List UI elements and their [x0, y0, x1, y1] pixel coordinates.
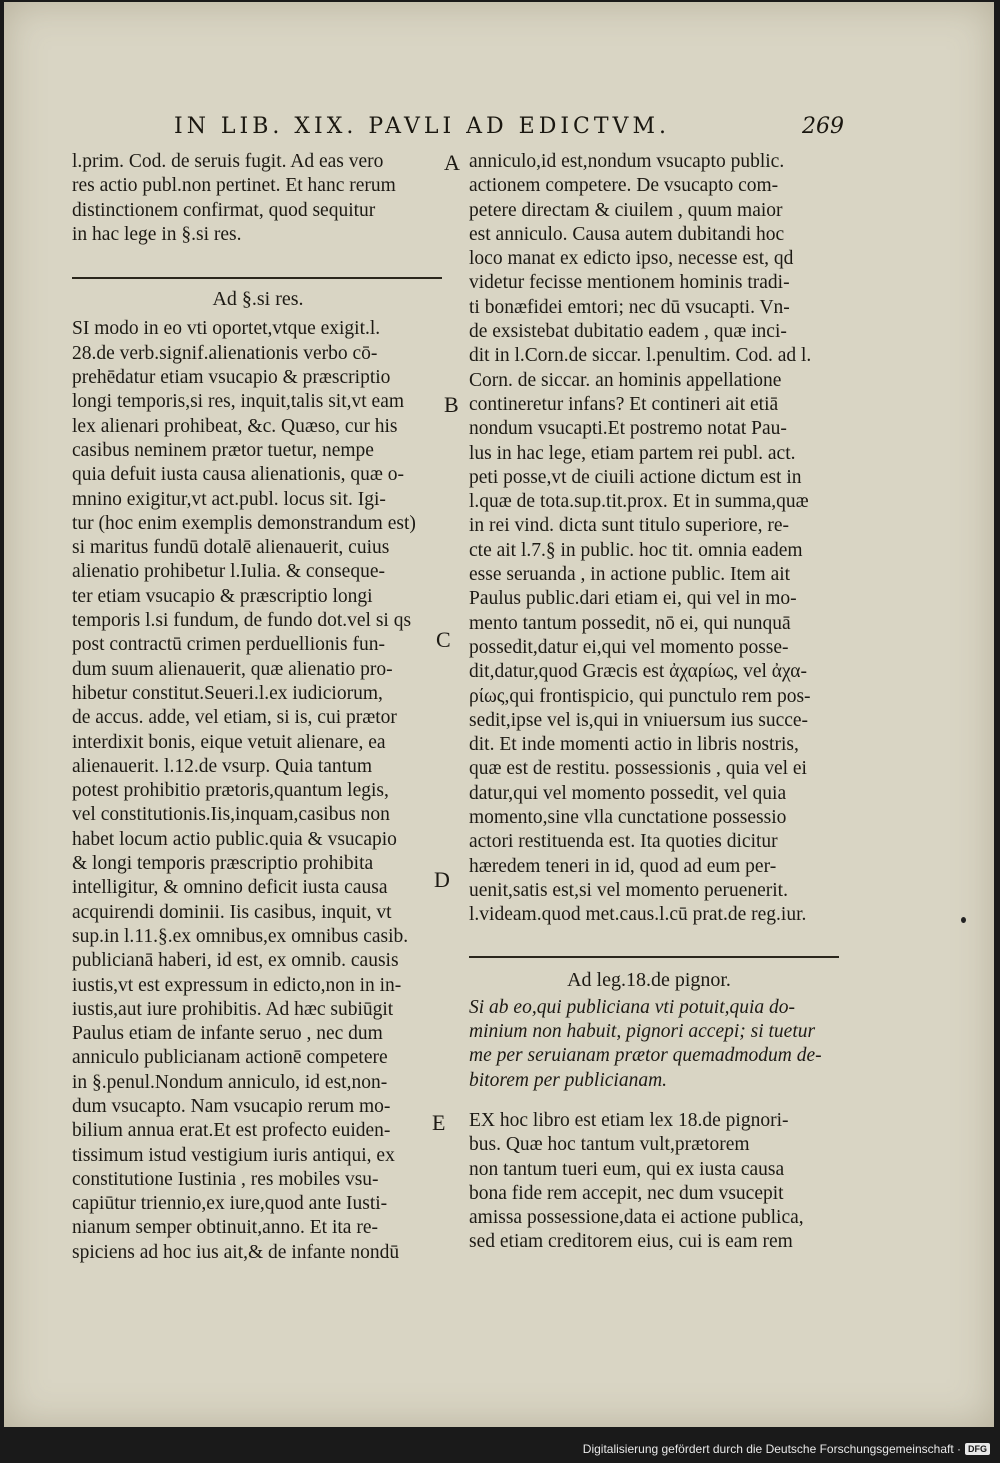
text-line: casibus neminem prætor tuetur, nempe [72, 439, 374, 461]
credit-text: Digitalisierung gefördert durch die Deutsche Forschungsgemeinschaft · [582, 1442, 961, 1456]
text-line: quia defuit iusta causa alienationis, quæ o- [72, 464, 404, 486]
text-line: post contractū crimen perduellionis fun- [72, 634, 385, 656]
text-line: in rei vind. dicta sunt titulo superiore, re- [469, 515, 790, 537]
text-line: minium non habuit, pignori accepi; si tuetur [469, 1021, 816, 1043]
text-line: anniculo publicianam actionē competere [72, 1047, 388, 1069]
margin-letter-a: A [444, 150, 460, 175]
text-line: l.prim. Cod. de seruis fugit. Ad eas vero [72, 151, 384, 172]
text-line: ter etiam vsucapio & præscriptio longi [72, 585, 373, 607]
text-line: iustis,aut iure prohibitis. Ad hæc subiūgit [72, 998, 394, 1020]
page-number: 269 [802, 114, 844, 139]
text-line: sed etiam creditorem eius, cui is eam rem [469, 1231, 793, 1253]
right-column [469, 150, 829, 1255]
text-line: SI modo in eo vti oportet,vtque exigit.l. [72, 318, 381, 340]
text-line: ρίως,qui frontispicio, qui punctulo rem pos- [469, 685, 811, 707]
running-title: IN LIB. XIX. PAVLI AD EDICTVM. [174, 114, 670, 139]
text-line: loco manat ex edicto ipso, necesse est, qd [469, 248, 794, 270]
text-line: datur,qui vel momento possedit, vel quia [469, 782, 787, 804]
left-body-lines [72, 317, 444, 1265]
text-line: nondum vsucapti.Et postremo notat Pau- [469, 418, 787, 440]
section-heading: Ad leg.18.de pignor. [567, 968, 731, 991]
text-line: mnino exigitur,vt act.publ. locus sit. Igi- [72, 488, 386, 510]
digitization-credit [583, 1442, 990, 1456]
text-line: 28.de verb.signif.alienationis verbo cō- [72, 342, 378, 364]
text-line: vel constitutionis.Iis,inquam,casibus non [72, 804, 390, 826]
text-line: Si ab eo,qui publiciana vti potuit,quia do- [469, 996, 796, 1018]
text-line: tur (hoc enim exemplis demonstrandum est) [72, 512, 416, 534]
margin-letter-e: E [432, 1110, 446, 1135]
text-line: cte ait l.7.§ in public. hoc tit. omnia eadem [469, 539, 803, 561]
text-line: intelligitur, & omnino deficit iusta causa [72, 877, 388, 899]
text-line: Paulus etiam de infante seruo , nec dum [72, 1023, 383, 1045]
text-line: publicianā haberi, id est, ex omnib. causis [72, 950, 399, 972]
text-line: sedit,ipse vel is,qui in vniuersum ius succe- [469, 709, 809, 731]
text-line: actionem competere. De vsucapto com- [469, 175, 779, 197]
text-line: me per seruianam prætor quemadmodum de- [469, 1045, 822, 1067]
margin-letter-b: B [444, 392, 459, 417]
text-line: temporis l.si fundum, de fundo dot.vel si qs [72, 610, 412, 632]
text-line: si maritus fundū dotalē alienauerit, cuius [72, 537, 390, 559]
text-line: bilium annua erat.Et est profecto euiden- [72, 1120, 391, 1142]
text-line: momento,sine vlla cunctatione possessio [469, 807, 787, 829]
text-line: non tantum tueri eum, qui ex iusta causa [469, 1158, 785, 1180]
text-line: prehēdatur etiam vsucapio & præscriptio [72, 367, 391, 389]
text-line: quæ est de restitu. possessionis , quia vel ei [469, 758, 807, 780]
text-line: videtur fecisse mentionem hominis tradi- [469, 272, 790, 294]
text-line: Corn. de siccar. an hominis appellatione [469, 369, 782, 391]
text-line: in §.penul.Nondum anniculo, id est,non- [72, 1071, 388, 1093]
text-line: uenit,satis est,si vel momento peruenerit. [469, 879, 788, 901]
book-page [4, 2, 994, 1427]
text-line: acquirendi dominii. Iis casibus, inquit, vt [72, 901, 392, 923]
text-line: mento tantum possedit, nō ei, qui nunquā [469, 612, 791, 634]
text-line: esse seruanda , in actione public. Item ait [469, 564, 791, 586]
text-line: est anniculo. Causa autem dubitandi hoc [469, 223, 785, 245]
text-line: de accus. adde, vel etiam, si is, cui prætor [72, 707, 397, 729]
text-line: de exsistebat dubitatio eadem , quæ inci- [469, 321, 787, 343]
left-top-lines [72, 150, 444, 247]
text-line: Paulus public.dari etiam ei, qui vel in mo- [469, 588, 797, 610]
text-line: sup.in l.11.§.ex omnibus,ex omnibus casib. [72, 925, 409, 947]
text-line: in hac lege in §.si res. [72, 223, 242, 245]
text-line: bona fide rem accepit, nec dum vsucepit [469, 1182, 784, 1204]
left-column [72, 150, 444, 1265]
text-line: l.videam.quod met.caus.l.cū prat.de reg.iur. [469, 904, 807, 926]
right-bottom-lines [469, 1109, 829, 1255]
text-line: potest prohibitio prætoris,quantum legis, [72, 780, 389, 802]
text-line: habet locum actio public.quia & vsucapio [72, 828, 397, 850]
text-line: spiciens ad hoc ius ait,& de infante nondū [72, 1241, 400, 1263]
text-line: dit,datur,quod Græcis est ἀχαρίως, vel ἀχα- [469, 661, 807, 683]
text-line: anniculo,id est,nondum vsucapto public. [469, 151, 785, 172]
text-line: hæredem teneri in id, quod ad eum per- [469, 855, 777, 877]
text-line: l.quæ de tota.sup.tit.prox. Et in summa,quæ [469, 491, 809, 513]
section-heading: Ad §.si res. [212, 288, 304, 311]
text-line: alienatio prohibetur l.Iulia. & conseque- [72, 561, 385, 583]
text-line: constitutione Iustinia , res mobiles vsu- [72, 1168, 379, 1190]
text-line: iustis,vt est expressum in edicto,non in in- [72, 974, 402, 996]
text-line: dit in l.Corn.de siccar. l.penultim. Cod. ad l. [469, 345, 812, 367]
text-line: EX hoc libro est etiam lex 18.de pignori- [469, 1109, 789, 1131]
text-line: nianum semper obtinuit,anno. Et ita re- [72, 1217, 378, 1239]
lemma-lines [469, 996, 829, 1093]
text-line: dum suum alienauerit, quæ alienatio pro- [72, 658, 393, 680]
text-line: & longi temporis præscriptio prohibita [72, 853, 374, 875]
text-line: longi temporis,si res, inquit,talis sit,vt eam [72, 391, 405, 413]
right-top-lines [469, 150, 829, 928]
text-line: contineretur infans? Et contineri ait etiā [469, 393, 779, 415]
dfg-logo: DFG [965, 1443, 990, 1455]
text-line: dum vsucapto. Nam vsucapio rerum mo- [72, 1095, 391, 1117]
text-line: bus. Quæ hoc tantum vult,prætorem [469, 1134, 750, 1156]
text-line: dit. Et inde momenti actio in libris nostris, [469, 734, 799, 756]
text-line: lus in hac lege, etiam partem rei publ. act. [469, 442, 796, 464]
text-line: tissimum istud vestigium iuris antiqui, ex [72, 1144, 395, 1166]
text-line: lex alienari prohibeat, &c. Quæso, cur his [72, 415, 398, 437]
text-line: actori restituenda est. Ita quoties dicitur [469, 831, 778, 853]
text-line: alienauerit. l.12.de vsurp. Quia tantum [72, 755, 373, 777]
text-line: interdixit bonis, eique vetuit alienare, ea [72, 731, 386, 753]
text-line: amissa possessione,data ei actione publica, [469, 1207, 804, 1229]
text-line: res actio publ.non pertinet. Et hanc rerum [72, 175, 396, 197]
margin-letter-d: D [434, 867, 450, 892]
text-line: possedit,datur ei,qui vel momento posse- [469, 636, 789, 658]
text-line: petere directam & ciuilem , quum maior [469, 199, 783, 221]
margin-letter-c: C [436, 627, 451, 652]
text-line: distinctionem confirmat, quod sequitur [72, 199, 376, 221]
text-line: hibetur constitut.Seueri.l.ex iudiciorum, [72, 682, 383, 704]
text-line: ti bonæfidei emtori; nec dū vsucapti. Vn- [469, 296, 790, 318]
text-line: peti posse,vt de ciuili actione dictum est in [469, 466, 802, 488]
ink-spot [961, 917, 966, 923]
text-line: bitorem per publicianam. [469, 1069, 668, 1091]
text-line: capiūtur triennio,ex iure,quod ante Iusti- [72, 1193, 388, 1215]
